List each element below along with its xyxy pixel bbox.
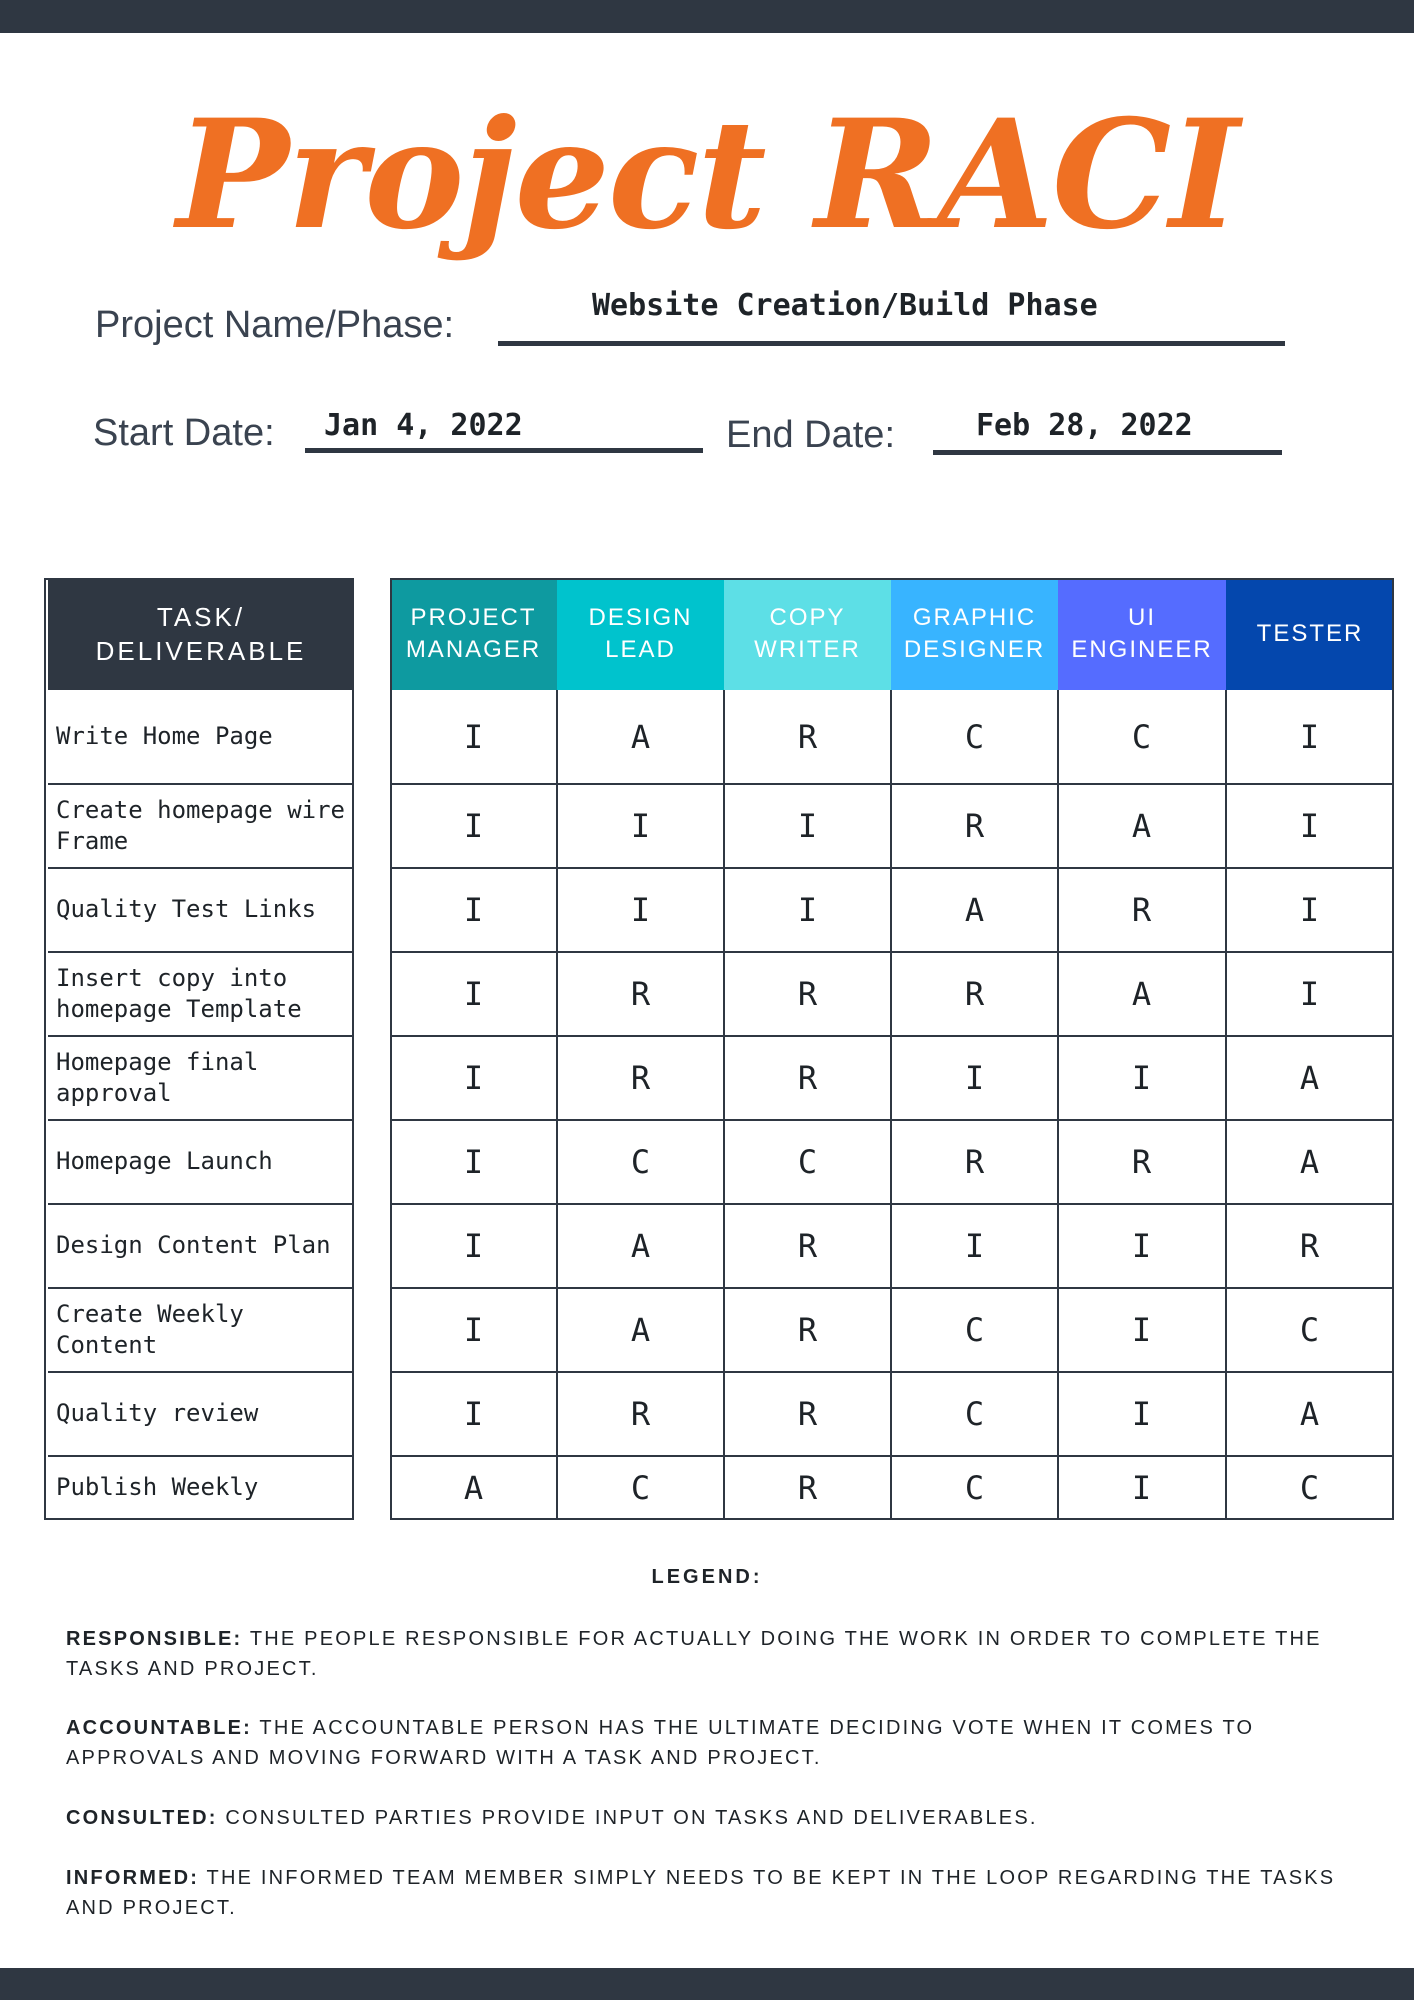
raci-cell[interactable]: R: [797, 1059, 818, 1097]
project-name-label: Project Name/Phase:: [95, 304, 455, 346]
page-title: Project RACI: [176, 87, 1238, 263]
raci-cell[interactable]: I: [964, 1227, 985, 1265]
raci-cell[interactable]: R: [630, 1395, 651, 1433]
task-cell: Quality Test Links: [56, 895, 317, 924]
legend-term: INFORMED:: [66, 1867, 200, 1889]
raci-cell[interactable]: A: [1131, 975, 1152, 1013]
legend-term: RESPONSIBLE:: [66, 1628, 243, 1650]
raci-cell[interactable]: R: [797, 1311, 818, 1349]
raci-cell[interactable]: I: [1299, 807, 1320, 845]
raci-cell[interactable]: A: [1131, 807, 1152, 845]
raci-cell[interactable]: C: [964, 718, 985, 756]
raci-cell[interactable]: A: [463, 1469, 484, 1507]
role-header: [1226, 578, 1394, 690]
raci-cell[interactable]: A: [1299, 1143, 1320, 1181]
task-header-line1: TASK/: [156, 602, 246, 633]
legend-term: CONSULTED:: [66, 1807, 218, 1829]
raci-cell[interactable]: I: [964, 1059, 985, 1097]
legend-text: THE INFORMED TEAM MEMBER SIMPLY NEEDS TO BE KEPT IN THE LOOP REGARDING THE TASKS AND PROJECT.: [66, 1867, 1336, 1919]
role-header-line1: GRAPHIC: [912, 603, 1037, 631]
project-name-value[interactable]: Website Creation/Build Phase: [592, 288, 1098, 323]
project-name-line: [498, 341, 1285, 346]
end-date-label: End Date:: [726, 414, 895, 456]
raci-cell[interactable]: I: [1131, 1469, 1152, 1507]
raci-cell[interactable]: R: [1131, 1143, 1152, 1181]
legend-responsible: [66, 1624, 1356, 1684]
raci-cell[interactable]: R: [797, 718, 818, 756]
raci-cell[interactable]: R: [964, 1143, 985, 1181]
raci-cell[interactable]: A: [1299, 1059, 1320, 1097]
role-header-line1: TESTER: [1256, 619, 1364, 647]
role-header-line2: MANAGER: [405, 636, 542, 663]
role-header-line1: UI: [1127, 603, 1156, 631]
role-header-line1: DESIGN: [588, 603, 693, 631]
end-date-line: [933, 450, 1282, 455]
role-header: [390, 578, 557, 690]
task-cell: Design Content Plan: [56, 1231, 331, 1260]
raci-cell[interactable]: A: [630, 1227, 651, 1265]
bottom-bar: [0, 1968, 1414, 2000]
raci-cell[interactable]: C: [1299, 1311, 1320, 1349]
role-header-line1: PROJECT: [410, 603, 537, 631]
start-date-label: Start Date:: [93, 412, 275, 454]
raci-cell[interactable]: R: [630, 1059, 651, 1097]
raci-cell[interactable]: C: [797, 1143, 818, 1181]
raci-cell[interactable]: A: [630, 1311, 651, 1349]
role-header-line2: DESIGNER: [903, 636, 1046, 663]
raci-cell[interactable]: C: [630, 1469, 651, 1507]
raci-cell[interactable]: I: [630, 891, 651, 929]
raci-cell[interactable]: I: [1299, 975, 1320, 1013]
raci-cell[interactable]: I: [463, 1395, 484, 1433]
legend-text: THE PEOPLE RESPONSIBLE FOR ACTUALLY DOING THE WORK IN ORDER TO COMPLETE THE TASKS AND PROJECT.: [66, 1628, 1322, 1680]
role-header-line1: COPY: [769, 603, 846, 631]
raci-cell[interactable]: I: [1131, 1395, 1152, 1433]
raci-cell[interactable]: I: [463, 975, 484, 1013]
raci-cell[interactable]: I: [1131, 1311, 1152, 1349]
task-cell: Quality review: [56, 1399, 259, 1428]
raci-cell[interactable]: A: [630, 718, 651, 756]
raci-cell[interactable]: R: [630, 975, 651, 1013]
raci-cell[interactable]: C: [630, 1143, 651, 1181]
task-cell: Insert copy into homepage Template: [56, 963, 302, 1023]
task-cell: Publish Weekly: [56, 1473, 259, 1502]
raci-cell[interactable]: I: [463, 1311, 484, 1349]
task-header-line2: DELIVERABLE: [95, 636, 307, 666]
task-column-border: [44, 578, 354, 1520]
raci-cell[interactable]: I: [463, 1227, 484, 1265]
raci-cell[interactable]: R: [1131, 891, 1152, 929]
raci-cell[interactable]: C: [964, 1469, 985, 1507]
raci-cell[interactable]: I: [797, 807, 818, 845]
raci-cell[interactable]: I: [1299, 718, 1320, 756]
start-date-value[interactable]: Jan 4, 2022: [324, 408, 523, 443]
legend-consulted: [66, 1803, 1356, 1833]
raci-cell[interactable]: C: [964, 1395, 985, 1433]
raci-cell[interactable]: R: [797, 1469, 818, 1507]
raci-cell[interactable]: I: [463, 1059, 484, 1097]
raci-cell[interactable]: I: [463, 891, 484, 929]
role-header: [557, 578, 724, 690]
legend-informed: [66, 1863, 1356, 1923]
task-cell: Homepage final approval: [56, 1047, 259, 1107]
raci-cell[interactable]: R: [964, 975, 985, 1013]
legend-text: THE ACCOUNTABLE PERSON HAS THE ULTIMATE DECIDING VOTE WHEN IT COMES TO APPROVALS AND MOVING FORWARD WITH A TASK AND PROJECT.: [66, 1717, 1255, 1769]
raci-cell[interactable]: A: [964, 891, 985, 929]
legend-text: CONSULTED PARTIES PROVIDE INPUT ON TASKS AND DELIVERABLES.: [225, 1807, 1038, 1829]
role-header-line2: WRITER: [754, 636, 861, 663]
raci-cell[interactable]: R: [964, 807, 985, 845]
legend-title: LEGEND:: [651, 1566, 763, 1588]
raci-cell[interactable]: R: [797, 975, 818, 1013]
raci-cell[interactable]: I: [463, 718, 484, 756]
task-cell: Create homepage wire Frame: [56, 795, 345, 855]
task-cell: Homepage Launch: [56, 1147, 273, 1176]
raci-cell[interactable]: I: [1131, 1059, 1152, 1097]
legend-accountable: [66, 1713, 1356, 1773]
raci-cell[interactable]: I: [1299, 891, 1320, 929]
role-header: [891, 578, 1058, 690]
legend-term: ACCOUNTABLE:: [66, 1717, 253, 1739]
role-header: [1058, 578, 1226, 690]
role-header-line2: LEAD: [605, 636, 676, 663]
role-header-line2: ENGINEER: [1071, 636, 1213, 663]
raci-cell[interactable]: C: [964, 1311, 985, 1349]
raci-cell[interactable]: C: [1299, 1469, 1320, 1507]
top-bar: [0, 0, 1414, 33]
raci-cell[interactable]: I: [630, 807, 651, 845]
role-header: [724, 578, 891, 690]
raci-cell[interactable]: I: [797, 891, 818, 929]
raci-cell[interactable]: I: [463, 1143, 484, 1181]
raci-cell[interactable]: C: [1131, 718, 1152, 756]
raci-cell[interactable]: R: [797, 1227, 818, 1265]
raci-cell[interactable]: R: [797, 1395, 818, 1433]
start-date-line: [305, 448, 703, 453]
raci-cell[interactable]: I: [1131, 1227, 1152, 1265]
raci-cell[interactable]: A: [1299, 1395, 1320, 1433]
raci-cell[interactable]: I: [463, 807, 484, 845]
task-cell: Write Home Page: [56, 722, 273, 751]
task-cell: Create Weekly Content: [56, 1299, 244, 1359]
raci-cell[interactable]: R: [1299, 1227, 1320, 1265]
end-date-value[interactable]: Feb 28, 2022: [976, 408, 1193, 443]
